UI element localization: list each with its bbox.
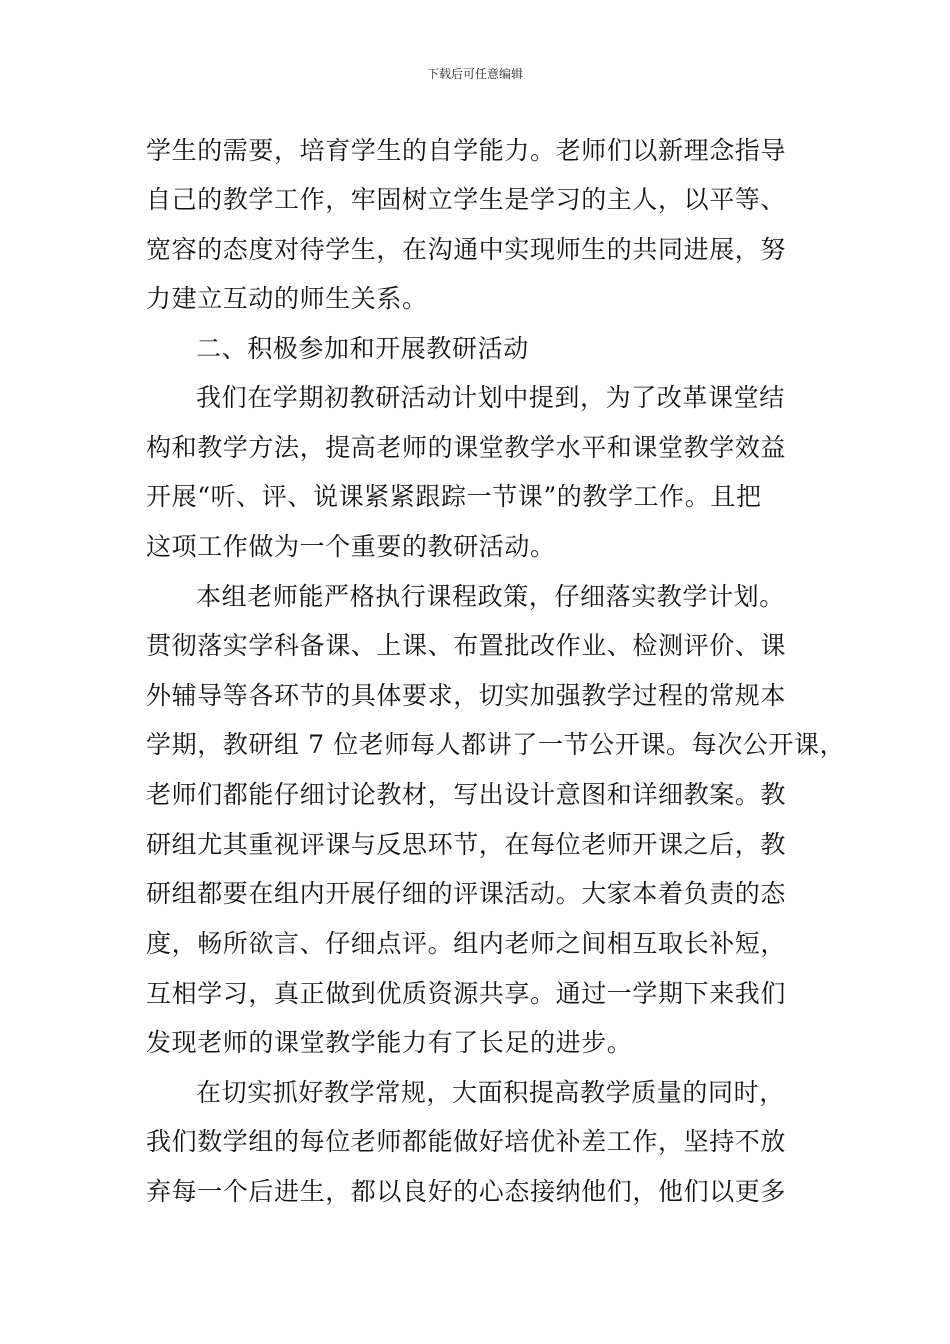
text-line: 我们数学组的每位老师都能做好培优补差工作，坚持不放 <box>146 1127 787 1156</box>
text-line: 贯彻落实学科备课、上课、布置批改作业、检测评价、课 <box>146 631 787 660</box>
text-line: 宽容的态度对待学生，在沟通中实现师生的共同进展，努 <box>146 235 787 264</box>
section-heading: 二、积极参加和开展教研活动 <box>196 334 529 363</box>
text-line: 度，畅所欲言、仔细点评。组内老师之间相互取长补短， <box>146 929 787 958</box>
text-line: 发现老师的课堂教学能力有了长足的进步。 <box>146 1028 633 1057</box>
text-line: 弃每一个后进生，都以良好的心态接纳他们，他们以更多 <box>146 1177 787 1206</box>
text-line: 本组老师能严格执行课程政策，仔细落实教学计划。 <box>196 582 785 611</box>
text-line: 学生的需要，培育学生的自学能力。老师们以新理念指导 <box>146 136 787 165</box>
text-line: 研组都要在组内开展仔细的评课活动。大家本着负责的态 <box>146 879 787 908</box>
text-line: 开展“听、评、说课紧紧跟踪一节课”的教学工作。且把 <box>146 482 762 511</box>
text-line: 互相学习，真正做到优质资源共享。通过一学期下来我们 <box>146 979 787 1008</box>
text-line: 老师们都能仔细讨论教材，写出设计意图和详细教案。教 <box>146 780 787 809</box>
text-line: 这项工作做为一个重要的教研活动。 <box>146 532 556 561</box>
text-line: 构和教学方法，提高老师的课堂教学水平和课堂教学效益 <box>146 433 787 462</box>
text-line: 我们在学期初教研活动计划中提到，为了改革课堂结 <box>196 383 785 412</box>
text-line: 力建立互动的师生关系。 <box>146 284 428 313</box>
text-line: 在切实抓好教学常规，大面积提高教学质量的同时， <box>196 1078 785 1107</box>
text-line: 自己的教学工作，牢固树立学生是学习的主人，以平等、 <box>146 185 787 214</box>
text-line: 学期，教研组 7 位老师每人都讲了一节公开课。每次公开课， <box>146 730 846 759</box>
text-line: 外辅导等各环节的具体要求，切实加强教学过程的常规本 <box>146 681 787 710</box>
page-header: 下载后可任意编辑 <box>426 67 523 81</box>
text-line: 研组尤其重视评课与反思环节，在每位老师开课之后，教 <box>146 830 787 859</box>
